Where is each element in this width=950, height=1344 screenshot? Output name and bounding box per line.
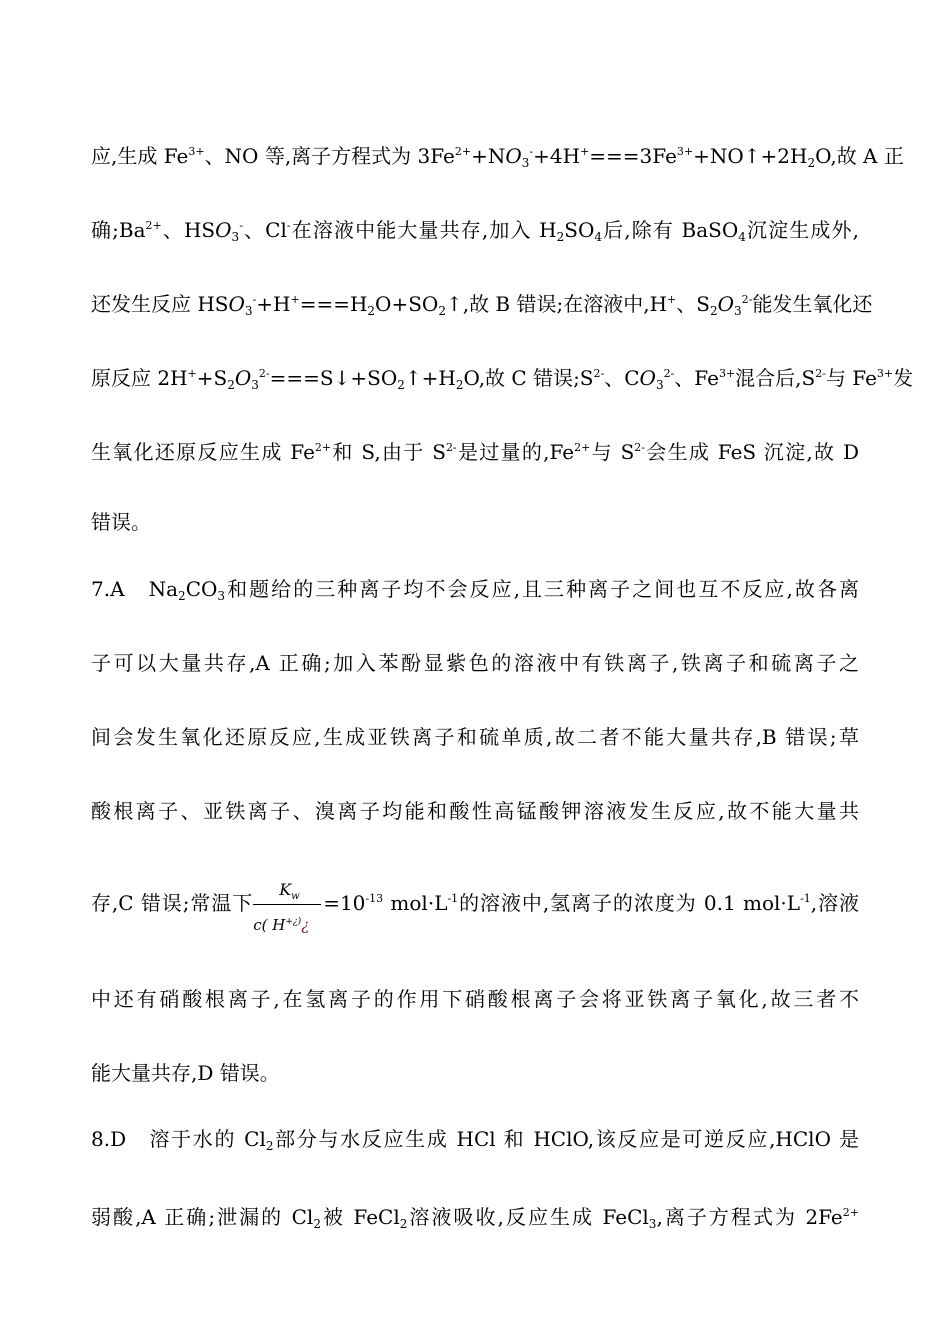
text-line-6: 错误。 xyxy=(91,510,151,534)
text-line-11: 存,C 错误;常温下 $\frac{K_w}{c( H^{+¿)}¿}$ $=10^{-13}$ $mol\cdot L^{-1}$的溶液中,氢离子的浓度为 0.1 $mol\cdot L^{-1}$,溶液 xyxy=(91,880,859,934)
text-line-14: 8.D 溶于水的 $Cl_2$部分与水反应生成 HCl 和 HClO,该反应是可逆反应,HClO 是 xyxy=(91,1127,859,1153)
text-line-9: 间会发生氧化还原反应,生成亚铁离子和硫单质,故二者不能大量共存,B 错误;草 xyxy=(91,725,859,749)
text-line-7: 7.A $Na_2CO_3$和题给的三种离子均不会反应,且三种离子之间也互不反应,故各离 xyxy=(91,577,860,603)
kw-fraction: $\frac{K_w}{c( H^{+¿)}¿}$ xyxy=(253,890,323,918)
text-line-8: 子可以大量共存,A 正确;加入苯酚显紫色的溶液中有铁离子,铁离子和硫离子之 xyxy=(91,651,859,675)
text-line-12: 中还有硝酸根离子,在氢离子的作用下硝酸根离子会将亚铁离子氧化,故三者不 xyxy=(91,987,859,1011)
text-line-3: 还发生反应 $HSO_3^-+H^+===H_2O+SO_2↑$,故 B 错误;在溶液中,H+、$S_2O_3^{2-}$能发生氧化还 xyxy=(91,292,873,318)
text-line-1: 应,生成 $Fe^{3+}$、NO 等,离子方程式为 $3Fe^{2+}+NO_3^-+4H^+===3Fe^{3+}+NO↑+2H_2O$,故 A 正 xyxy=(91,144,904,170)
text-line-13: 能大量共存,D 错误。 xyxy=(91,1061,280,1085)
text-line-15: 弱酸,A 正确;泄漏的 $Cl_2$被 FeCl$_2$溶液吸收,反应生成 FeCl$_3$,离子方程式为 $2Fe^{2+}$ xyxy=(91,1205,859,1231)
text-line-5: 生氧化还原反应生成 $Fe^{2+}$和 S,由于 $S^{2-}$是过量的$,Fe^{2+}$与 $S^{2-}$会生成 FeS 沉淀,故 D xyxy=(91,440,859,464)
text-line-4: 原反应 $2H^++S_2O_3^{2-}===S↓+SO_2↑+H_2O$,故 C 错误$;S^{2-}$、$CO_3^{2-}$、$Fe^{3+}$混合后$,S^{2-}$与 $Fe^{3+}$发 xyxy=(91,366,914,392)
text-line-2: 确$;Ba^{2+}$、$HSO_3^-$、Cl-在溶液中能大量共存,加入 $H_2SO_4$后,除有 BaSO$_4$沉淀生成外, xyxy=(91,218,860,244)
text-line-10: 酸根离子、亚铁离子、溴离子均能和酸性高锰酸钾溶液发生反应,故不能大量共 xyxy=(91,799,859,823)
